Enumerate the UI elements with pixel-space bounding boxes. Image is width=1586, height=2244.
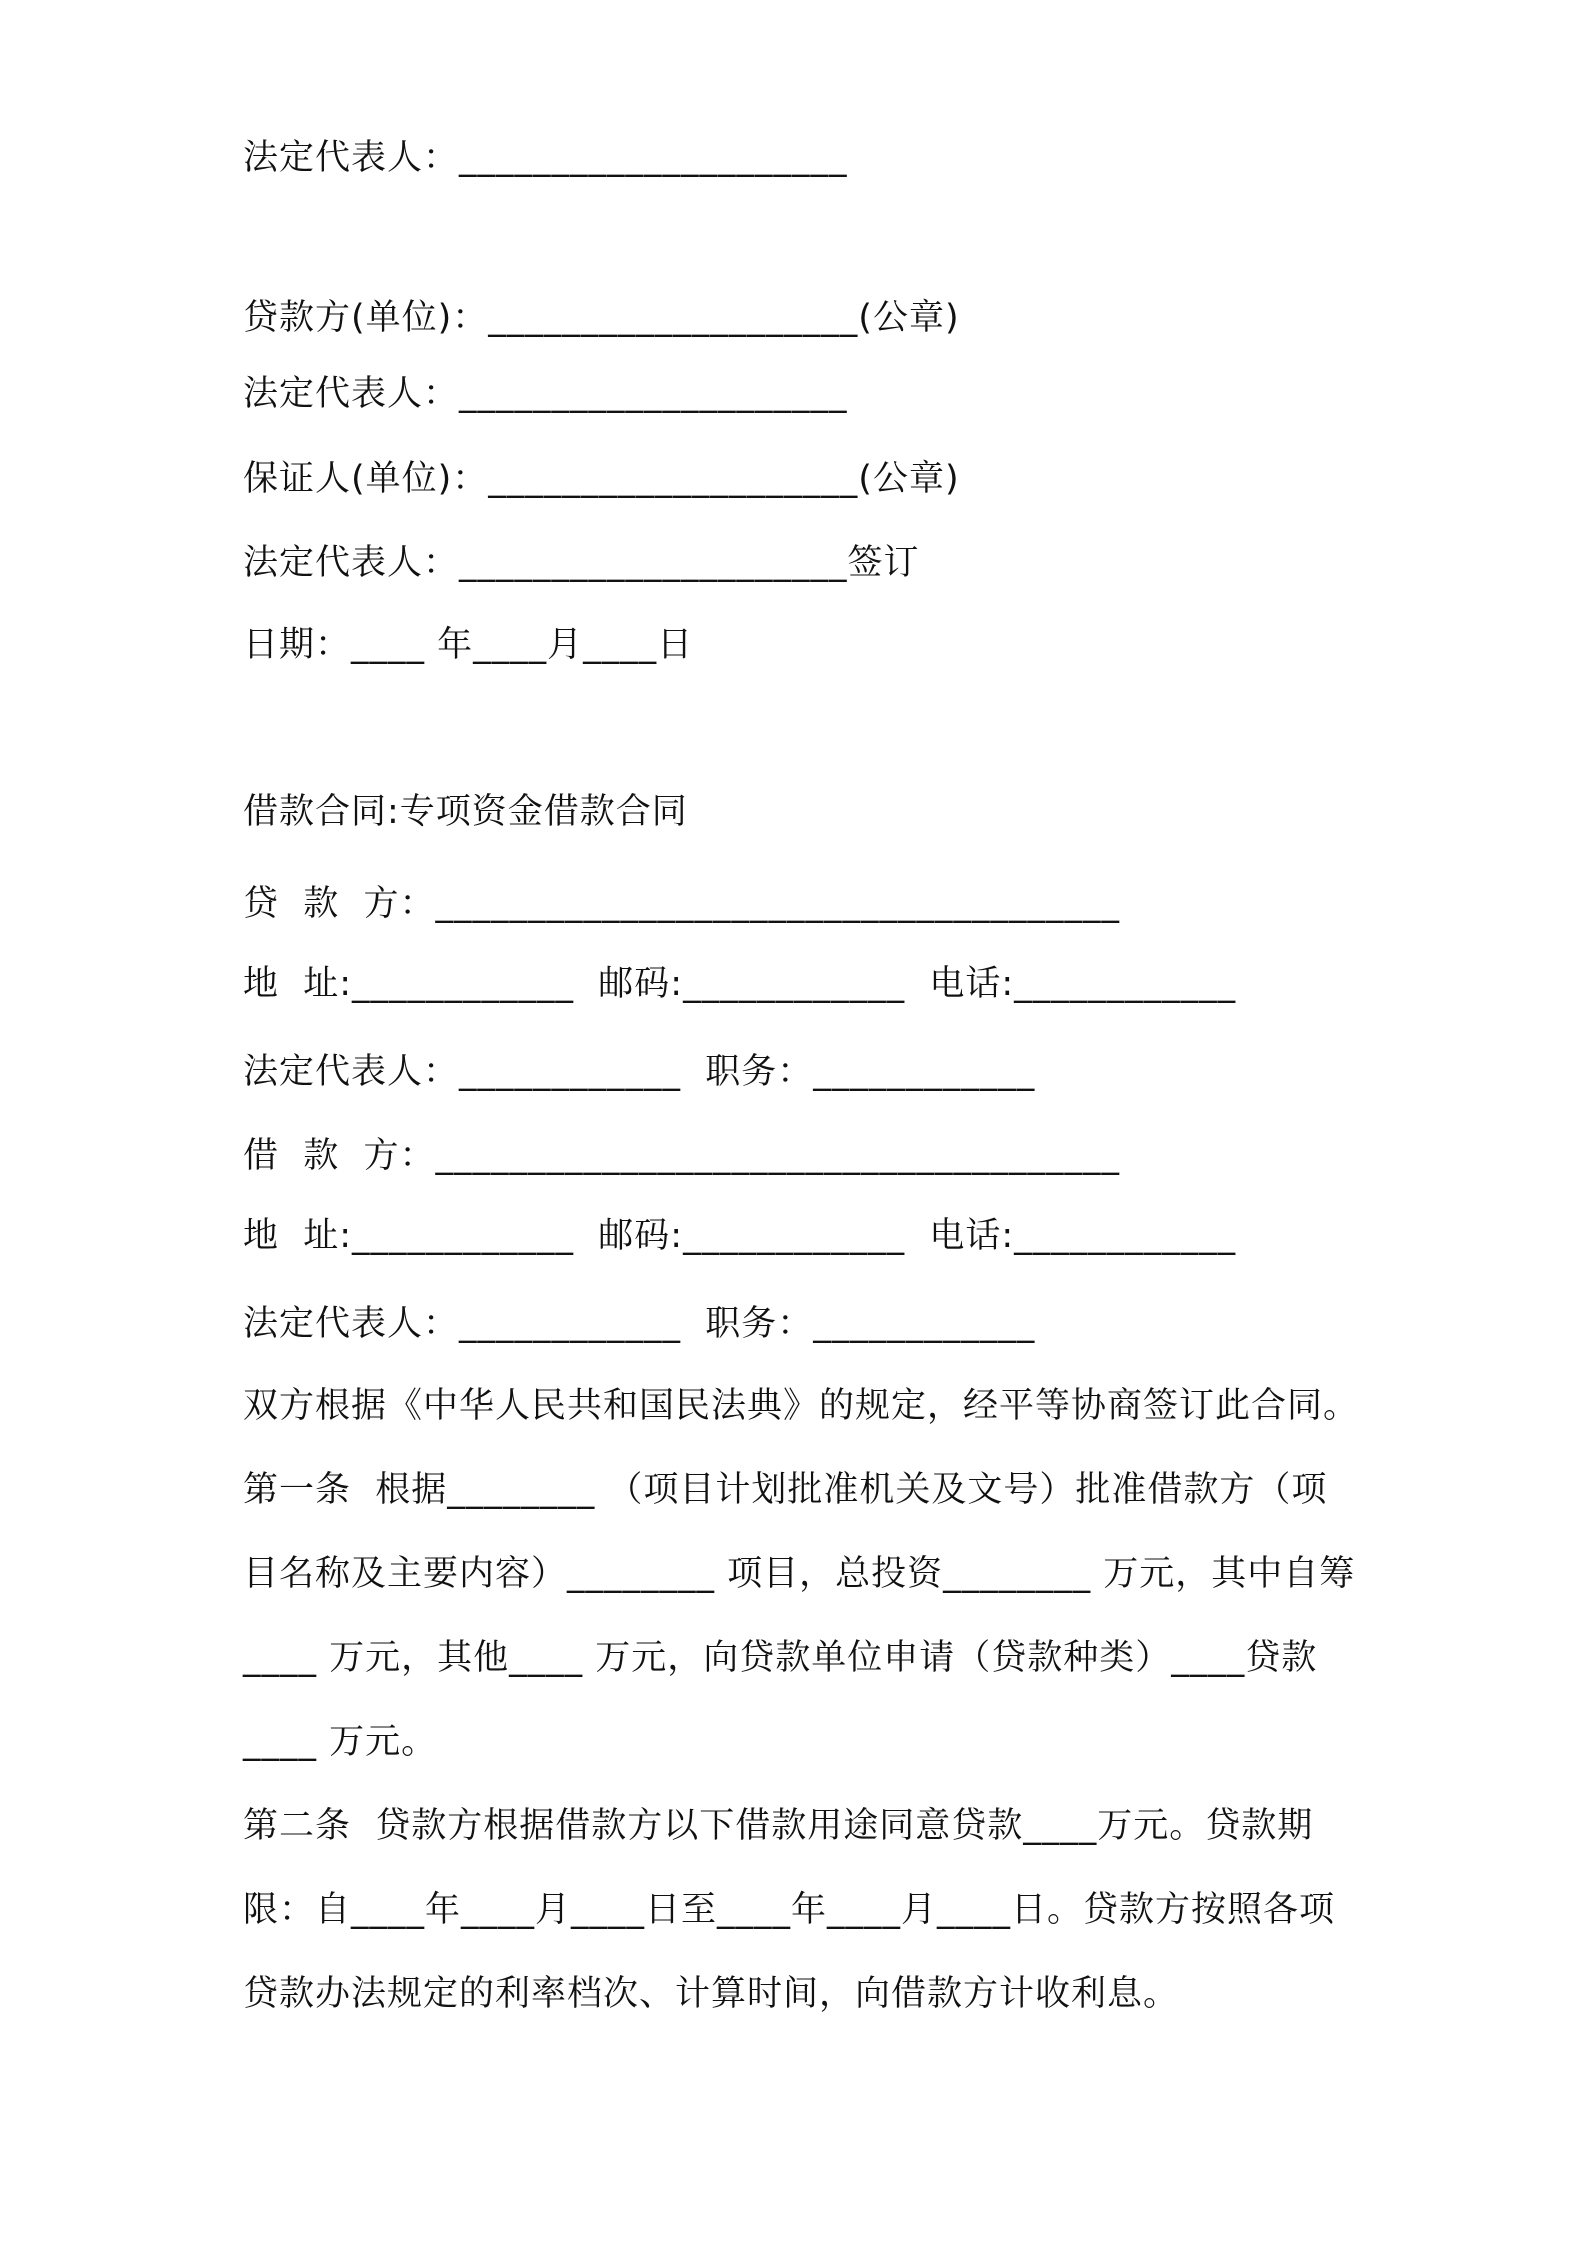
article-2: 第二条 贷款方根据借款方以下借款用途同意贷款____万元。贷款期限：自____年____月____日至____年____月____日。贷款方按照各项贷款办法规定的利率档次、计算时间，向借款方计收利息。 [243,1806,1336,2014]
lender-rep-line: 法定代表人：____________ 职务：____________ [243,1052,1036,1092]
signature-line-legal-rep-3: 法定代表人：_____________________签订 [243,543,920,583]
borrower-rep-line: 法定代表人：____________ 职务：____________ [243,1304,1036,1344]
borrower-contact-line: 地 址:____________ 邮码:____________ 电话:____________ [243,1216,1237,1256]
signature-line-guarantor-unit: 保证人(单位)：____________________(公章) [243,459,960,499]
signature-line-legal-rep-1: 法定代表人：_____________________ [243,138,848,178]
borrower-name-line: 借 款 方：_____________________________________ [243,1136,1121,1176]
lender-contact-line: 地 址:____________ 邮码:____________ 电话:____________ [243,964,1237,1004]
lender-name-line: 贷 款 方：_____________________________________ [243,884,1121,924]
contract-intro: 双方根据《中华人民共和国民法典》的规定，经平等协商签订此合同。 [243,1386,1360,1426]
article-1: 第一条 根据________ （项目计划批准机关及文号）批准借款方（项目名称及主要内容）________ 项目，总投资________ 万元，其中自筹____ 万元，其他____ 万元，向贷款单位申请（贷款种类）____贷款____ 万元。 [243,1470,1356,1762]
contract-title: 借款合同:专项资金借款合同 [243,792,688,832]
signature-line-lender-unit: 贷款方(单位)：____________________(公章) [243,298,960,338]
signature-line-legal-rep-2: 法定代表人：_____________________ [243,374,848,414]
signature-line-date: 日期：____ 年____月____日 [243,625,694,665]
